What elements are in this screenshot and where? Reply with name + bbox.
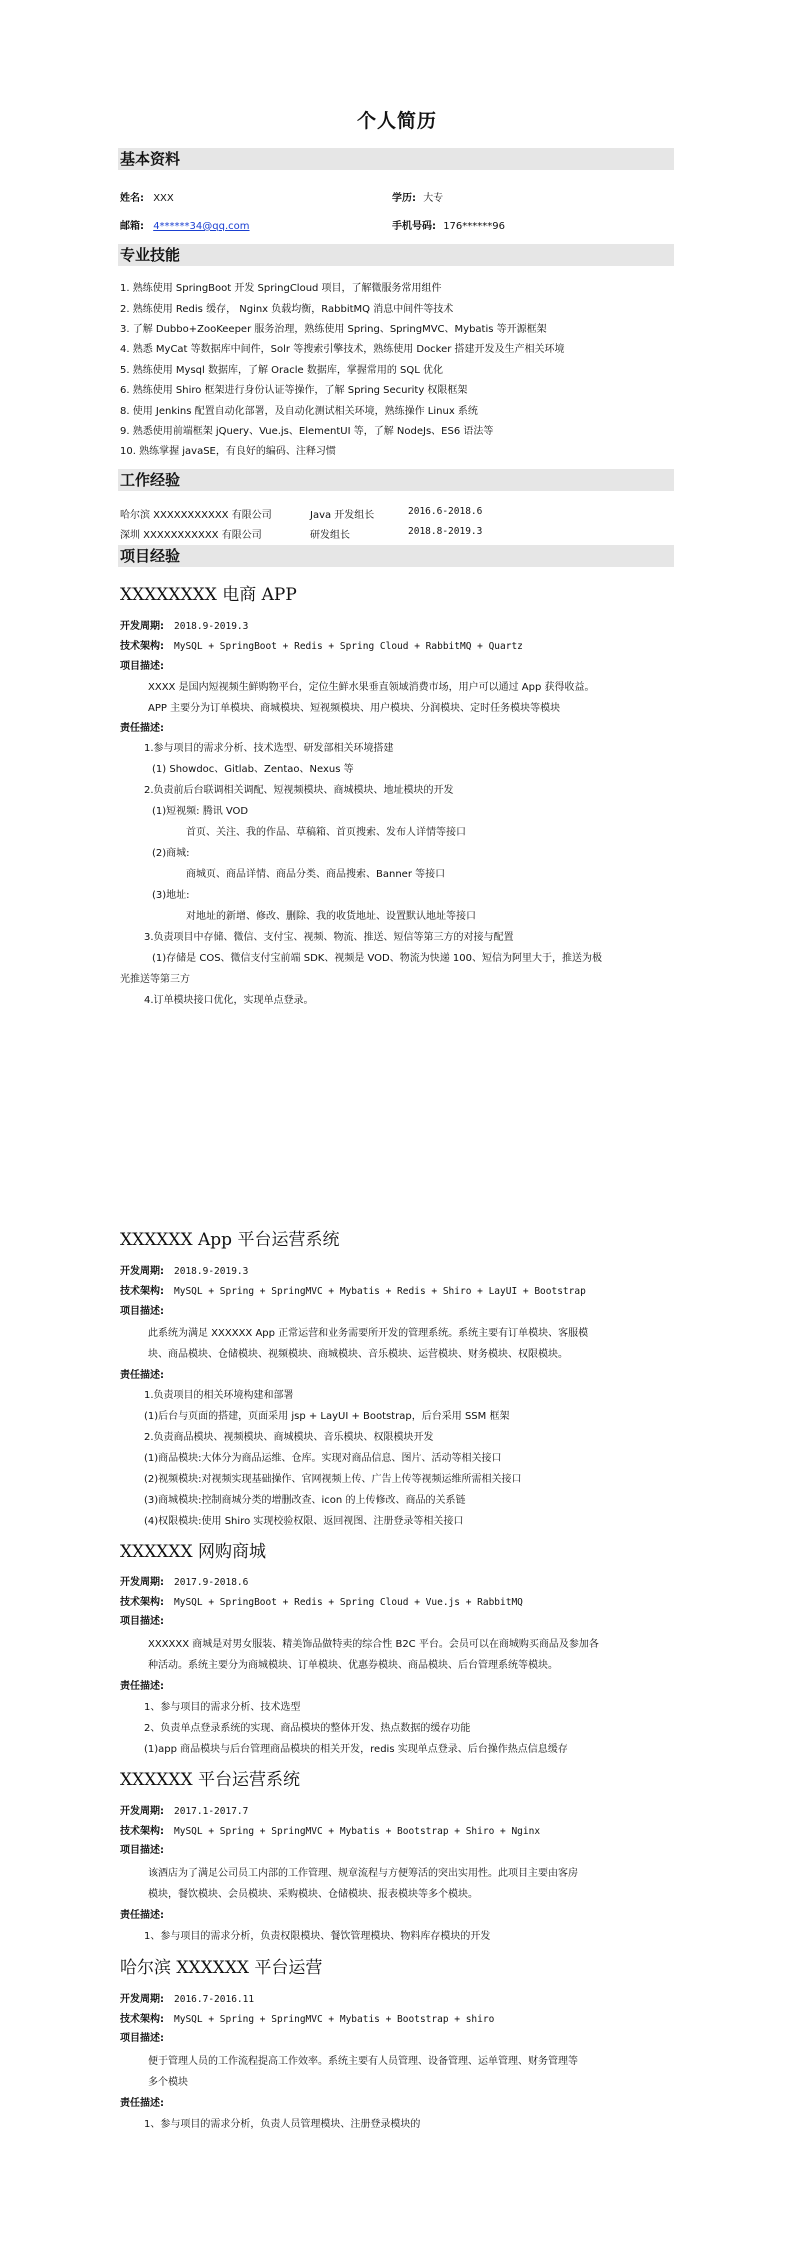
project-arch — [120, 1822, 540, 1837]
duty-line: 首页、关注、我的作品、草稿箱、首页搜索、发布人详情等接口 — [186, 827, 466, 838]
project-title: XXXXXXXX 电商 APP — [120, 585, 297, 605]
period-label: 开发周期: — [120, 1806, 164, 1817]
project-period — [120, 1573, 248, 1588]
duty-line: (1)短视频: 腾讯 VOD — [152, 806, 249, 817]
project-period — [120, 1990, 254, 2005]
duty-line: (1) Showdoc、Gitlab、Zentao、Nexus 等 — [152, 764, 354, 775]
period-label: 开发周期: — [120, 621, 164, 632]
project-period — [120, 1262, 248, 1277]
education-label: 学历: — [392, 193, 416, 204]
work-role: 研发组长 — [310, 530, 350, 541]
section-skills-header: 专业技能 — [118, 244, 674, 266]
duty-line: 3.负责项目中存储、微信、支付宝、视频、物流、推送、短信等第三方的对接与配置 — [144, 932, 514, 943]
project-duty-label — [120, 1366, 164, 1381]
email-row — [120, 217, 250, 232]
arch-label: 技术架构: — [120, 1286, 164, 1297]
name-label: 姓名: — [120, 193, 144, 204]
arch-value: MySQL + SpringBoot + Redis + Spring Cloud + Vue.js + RabbitMQ — [174, 1597, 523, 1608]
project-duty-label — [120, 2094, 164, 2109]
period-value: 2018.9-2019.3 — [174, 621, 249, 632]
skill-item: 2. 熟练使用 Redis 缓存， Nginx 负载均衡，RabbitMQ 消息中间件等技术 — [120, 304, 454, 315]
name-row — [120, 189, 174, 204]
project-desc-label — [120, 1612, 164, 1627]
project-desc-line: 便于管理人员的工作流程提高工作效率。系统主要有人员管理、设备管理、运单管理、财务管理等 — [148, 2056, 578, 2067]
work-role: Java 开发组长 — [310, 510, 375, 521]
duty-line: (3)商城模块:控制商城分类的增删改查、icon 的上传修改、商品的关系链 — [144, 1495, 466, 1506]
project-desc-line: 该酒店为了满足公司员工内部的工作管理、规章流程与方便筹活的突出实用性。此项目主要由客房 — [148, 1868, 578, 1879]
duty-label: 责任描述: — [120, 1370, 164, 1381]
skill-item: 1. 熟练使用 SpringBoot 开发 SpringCloud 项目，了解微服务常用组件 — [120, 283, 442, 294]
arch-value: MySQL + SpringBoot + Redis + Spring Cloud + RabbitMQ + Quartz — [174, 641, 523, 652]
phone-row — [392, 217, 505, 232]
period-label: 开发周期: — [120, 1577, 164, 1588]
section-work-header: 工作经验 — [118, 469, 674, 491]
project-title: XXXXXX 平台运营系统 — [120, 1770, 301, 1790]
duty-line: (4)权限模块:使用 Shiro 实现校验权限、返回视图、注册登录等相关接口 — [144, 1516, 464, 1527]
period-value: 2018.9-2019.3 — [174, 1266, 249, 1277]
project-desc-line: 多个模块 — [148, 2077, 188, 2088]
duty-line: (1)存储是 COS、微信支付宝前端 SDK、视频是 VOD、物流为快递 100、短信为阿里大于，推送为极 — [152, 953, 603, 964]
project-arch — [120, 2010, 494, 2025]
work-company: 哈尔滨 XXXXXXXXXXX 有限公司 — [120, 510, 272, 521]
project-title: XXXXXX 网购商城 — [120, 1542, 267, 1562]
duty-label: 责任描述: — [120, 1910, 164, 1921]
arch-value: MySQL + Spring + SpringMVC + Mybatis + Redis + Shiro + LayUI + Bootstrap — [174, 1286, 586, 1297]
project-duty-label — [120, 1677, 164, 1692]
page-title: 个人简历 — [356, 110, 437, 132]
duty-line: 2.负责前后台联调相关调配、短视频模块、商城模块、地址模块的开发 — [144, 785, 454, 796]
work-company: 深圳 XXXXXXXXXXX 有限公司 — [120, 530, 262, 541]
desc-label: 项目描述: — [120, 1616, 164, 1627]
project-duty-label — [120, 1906, 164, 1921]
skill-item: 3. 了解 Dubbo+ZooKeeper 服务治理，熟练使用 Spring、SpringMVC、Mybatis 等开源框架 — [120, 324, 547, 335]
project-desc-line: XXXX 是国内短视频生鲜购物平台，定位生鲜水果垂直领域消费市场，用户可以通过 App 获得收益。 — [148, 682, 595, 693]
project-title: XXXXXX App 平台运营系统 — [120, 1230, 340, 1250]
email-label: 邮箱: — [120, 221, 144, 232]
project-desc-line: 此系统为满足 XXXXXX App 正常运营和业务需要所开发的管理系统。系统主要有订单模块、客服模 — [148, 1328, 589, 1339]
skill-item: 4. 熟悉 MyCat 等数据库中间件，Solr 等搜索引擎技术，熟练使用 Docker 搭建开发及生产相关环境 — [120, 344, 565, 355]
duty-label: 责任描述: — [120, 723, 164, 734]
name-value: XXX — [153, 193, 174, 204]
project-title: 哈尔滨 XXXXXX 平台运营 — [120, 1958, 323, 1978]
duty-line: 光推送等第三方 — [120, 974, 190, 985]
duty-line: (1)后台与页面的搭建，页面采用 jsp + LayUI + Bootstrap，后台采用 SSM 框架 — [144, 1411, 510, 1422]
arch-label: 技术架构: — [120, 1597, 164, 1608]
phone-value: 176******96 — [443, 221, 505, 232]
duty-label: 责任描述: — [120, 1681, 164, 1692]
arch-label: 技术架构: — [120, 641, 164, 652]
duty-line: 2、负责单点登录系统的实现、商品模块的整体开发、热点数据的缓存功能 — [144, 1723, 471, 1734]
section-basic-header: 基本资料 — [118, 148, 674, 170]
project-duty-label — [120, 719, 164, 734]
arch-value: MySQL + Spring + SpringMVC + Mybatis + Bootstrap + Shiro + Nginx — [174, 1826, 541, 1837]
section-projects-header: 项目经验 — [118, 545, 674, 567]
duty-line: (1)商品模块:大体分为商品运维、仓库。实现对商品信息、图片、活动等相关接口 — [144, 1453, 502, 1464]
duty-line: 对地址的新增、修改、删除、我的收货地址、设置默认地址等接口 — [186, 911, 476, 922]
skill-item: 5. 熟练使用 Mysql 数据库，了解 Oracle 数据库，掌握常用的 SQL 优化 — [120, 365, 444, 376]
period-label: 开发周期: — [120, 1994, 164, 2005]
email-link[interactable]: 4******34@qq.com — [153, 221, 250, 232]
desc-label: 项目描述: — [120, 1306, 164, 1317]
phone-label: 手机号码: — [392, 221, 436, 232]
skill-item: 8. 使用 Jenkins 配置自动化部署，及自动化测试相关环境，熟练操作 Linux 系统 — [120, 406, 478, 417]
project-desc-label — [120, 657, 164, 672]
duty-line: (2)商城: — [152, 848, 190, 859]
period-value: 2017.9-2018.6 — [174, 1577, 249, 1588]
desc-label: 项目描述: — [120, 1845, 164, 1856]
skill-item: 10. 熟练掌握 javaSE，有良好的编码、注释习惯 — [120, 446, 336, 457]
duty-line: 1.负责项目的相关环境构建和部署 — [144, 1390, 294, 1401]
work-period: 2016.6-2018.6 — [408, 506, 483, 517]
skill-item: 9. 熟悉使用前端框架 jQuery、Vue.js、ElementUI 等，了解 NodeJs、ES6 语法等 — [120, 426, 494, 437]
duty-line: 4.订单模块接口优化，实现单点登录。 — [144, 995, 314, 1006]
duty-line: (1)app 商品模块与后台管理商品模块的相关开发，redis 实现单点登录、后台操作热点信息缓存 — [144, 1744, 568, 1755]
project-desc-line: 块、商品模块、仓储模块、视频模块、商城模块、音乐模块、运营模块、财务模块、权限模块。 — [148, 1349, 568, 1360]
project-arch — [120, 1282, 586, 1297]
duty-line: 商城页、商品详情、商品分类、商品搜索、Banner 等接口 — [186, 869, 446, 880]
arch-value: MySQL + Spring + SpringMVC + Mybatis + Bootstrap + shiro — [174, 2014, 495, 2025]
duty-line: (3)地址: — [152, 890, 190, 901]
duty-label: 责任描述: — [120, 2098, 164, 2109]
project-desc-label — [120, 2029, 164, 2044]
arch-label: 技术架构: — [120, 1826, 164, 1837]
project-desc-line: 模块，餐饮模块、会员模块、采购模块、仓储模块、报表模块等多个模块。 — [148, 1889, 478, 1900]
project-desc-line: XXXXXX 商城是对男女服装、精美饰品做特卖的综合性 B2C 平台。会员可以在商城购买商品及参加各 — [148, 1639, 599, 1650]
duty-line: (2)视频模块:对视频实现基础操作、官网视频上传、广告上传等视频运维所需相关接口 — [144, 1474, 522, 1485]
project-period — [120, 1802, 248, 1817]
period-label: 开发周期: — [120, 1266, 164, 1277]
project-arch — [120, 637, 523, 652]
period-value: 2016.7-2016.11 — [174, 1994, 255, 2005]
duty-line: 1、参与项目的需求分析、技术选型 — [144, 1702, 301, 1713]
duty-line: 1.参与项目的需求分析、技术选型、研发部相关环境搭建 — [144, 743, 394, 754]
project-arch — [120, 1593, 523, 1608]
duty-line: 1、参与项目的需求分析，负责权限模块、餐饮管理模块、物料库存模块的开发 — [144, 1931, 491, 1942]
duty-line: 2.负责商品模块、视频模块、商城模块、音乐模块、权限模块开发 — [144, 1432, 434, 1443]
education-row — [392, 189, 443, 204]
desc-label: 项目描述: — [120, 661, 164, 672]
project-period — [120, 617, 248, 632]
period-value: 2017.1-2017.7 — [174, 1806, 249, 1817]
project-desc-line: 种活动。系统主要分为商城模块、订单模块、优惠券模块、商品模块、后台管理系统等模块。 — [148, 1660, 558, 1671]
desc-label: 项目描述: — [120, 2033, 164, 2044]
arch-label: 技术架构: — [120, 2014, 164, 2025]
skill-item: 6. 熟练使用 Shiro 框架进行身份认证等操作，了解 Spring Security 权限框架 — [120, 385, 468, 396]
education-value: 大专 — [423, 193, 444, 204]
project-desc-line: APP 主要分为订单模块、商城模块、短视频模块、用户模块、分润模块、定时任务模块等模块 — [148, 703, 561, 714]
project-desc-label — [120, 1841, 164, 1856]
duty-line: 1、参与项目的需求分析，负责人员管理模块、注册登录模块的 — [144, 2119, 421, 2130]
work-period: 2018.8-2019.3 — [408, 526, 483, 537]
project-desc-label — [120, 1302, 164, 1317]
